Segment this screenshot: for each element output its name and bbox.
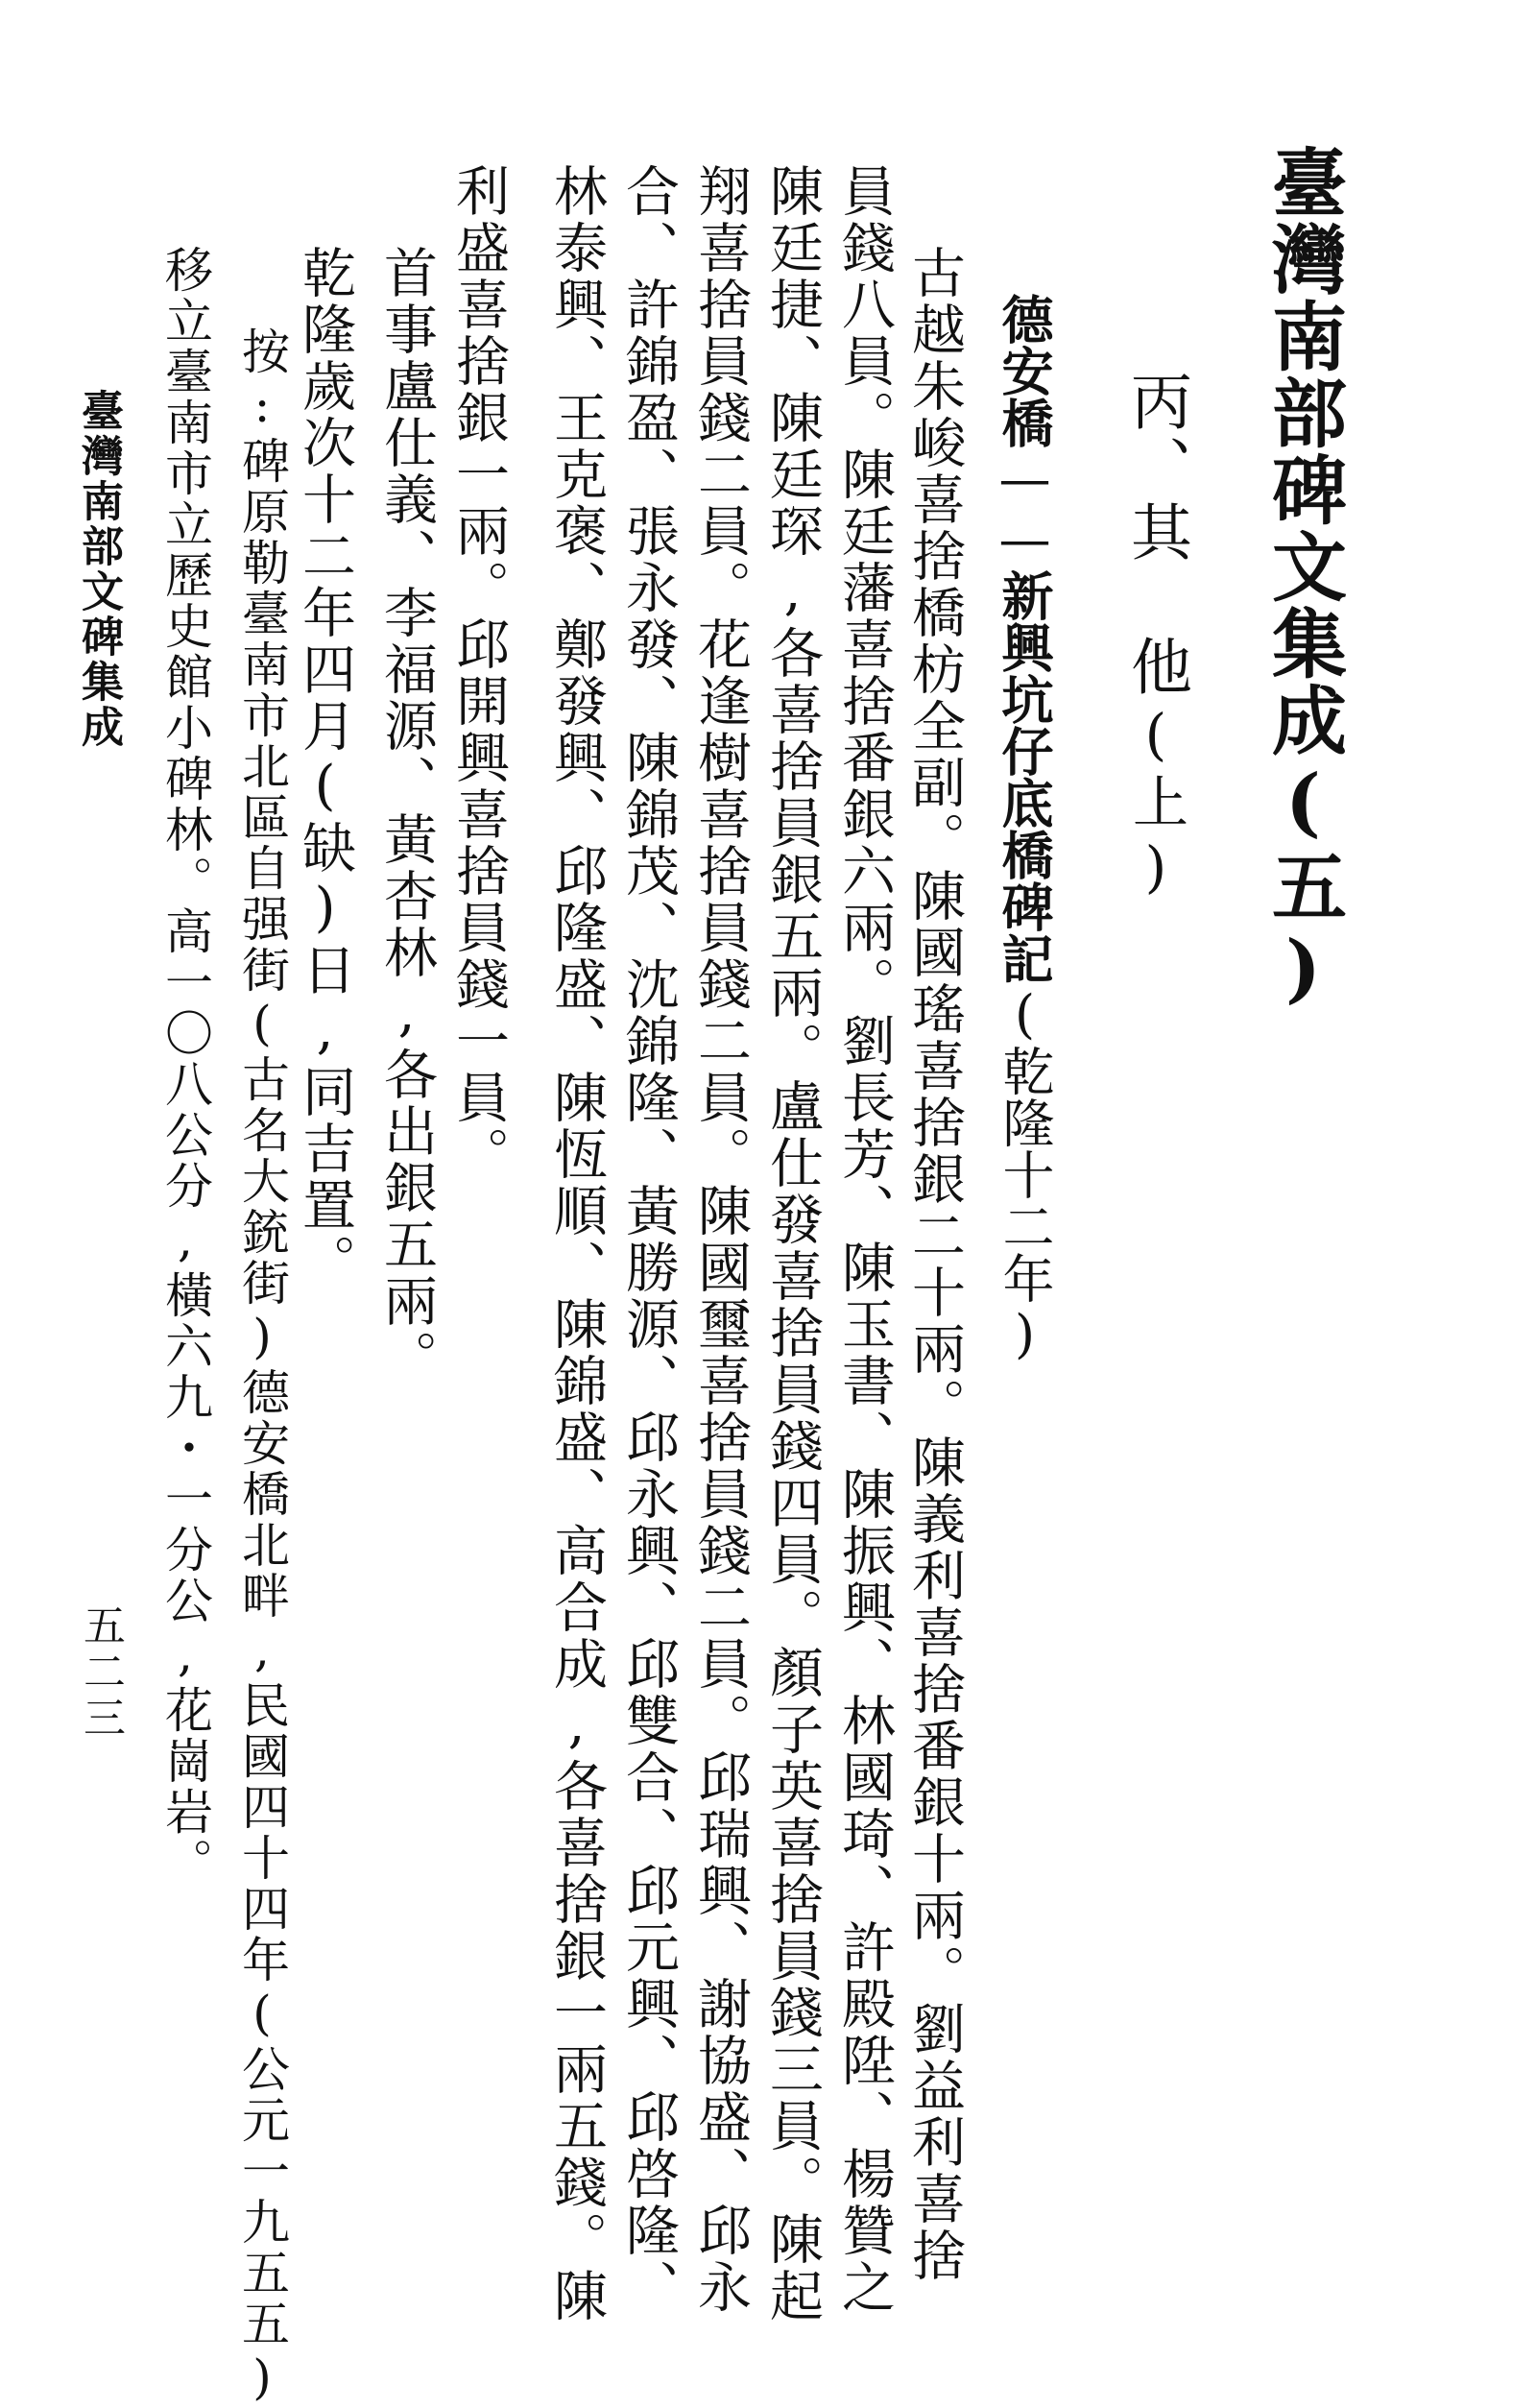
section-heading <box>1120 370 1191 905</box>
section-part: (上) <box>1123 702 1188 905</box>
section-number: 丙、 <box>1120 370 1191 500</box>
body-line: 員錢八員。陳廷藩喜捨番銀六兩。劉長芳、陳玉書、陳振興、林國琦、許殿陞、楊贊之 <box>833 163 896 2316</box>
note-line: 按:碑原勒臺南市北區自强街(古名大銃街)德安橋北畔,民國四十四年(公元一九五五) <box>234 326 290 2408</box>
book-title: 臺灣南部碑文集成(五) <box>1260 144 1347 1014</box>
body-line: 古越朱峻喜捨橋枋全副。陳國瑤喜捨銀二十兩。陳義利喜捨番銀十兩。劉益利喜捨 <box>903 245 966 2284</box>
inscription-dash: —— <box>995 448 1055 569</box>
page-number: 五二三 <box>76 1603 125 1742</box>
body-line: 陳廷捷、陳廷琛,各喜捨員銀五兩。盧仕發喜捨員錢四員。顏子英喜捨員錢三員。陳起 <box>761 163 824 2324</box>
inscription-date: (乾隆十二年) <box>995 984 1055 1364</box>
inscription-place: 德安橋 <box>994 293 1055 448</box>
inscription-title: 新興坑仔底橋碑記 <box>994 569 1055 984</box>
body-line: 翔喜捨員錢二員。花逢樹喜捨員錢二員。陳國璽喜捨員錢二員。邱瑞興、謝協盛、邱永 <box>689 163 752 2316</box>
section-name: 其 他 <box>1120 500 1191 702</box>
body-line: 乾隆歲次十二年四月(缺)日,同吉置。 <box>294 245 356 1290</box>
body-line: 林泰興、王克褒、鄭發興、邱隆盛、陳恆順、陳錦盛、高合成,各喜捨銀一兩五錢。陳 <box>545 163 608 2324</box>
inscription-heading <box>994 293 1055 1364</box>
running-title: 臺灣南部文碑集成 <box>74 389 123 750</box>
body-line: 合、許錦盈、張永發、陳錦茂、沈錦隆、黃勝源、邱永興、邱雙合、邱元興、邱啓隆、 <box>617 163 680 2316</box>
note-line: 移立臺南市立歷史館小碑林。高一〇八公分,橫六九・一分公,花崗岩。 <box>157 245 213 1889</box>
body-line: 利盛喜捨銀一兩。邱開興喜捨員錢一員。 <box>447 163 510 1183</box>
body-line: 首事盧仕義、李福源、黃杏林,各出銀五兩。 <box>375 245 438 1386</box>
